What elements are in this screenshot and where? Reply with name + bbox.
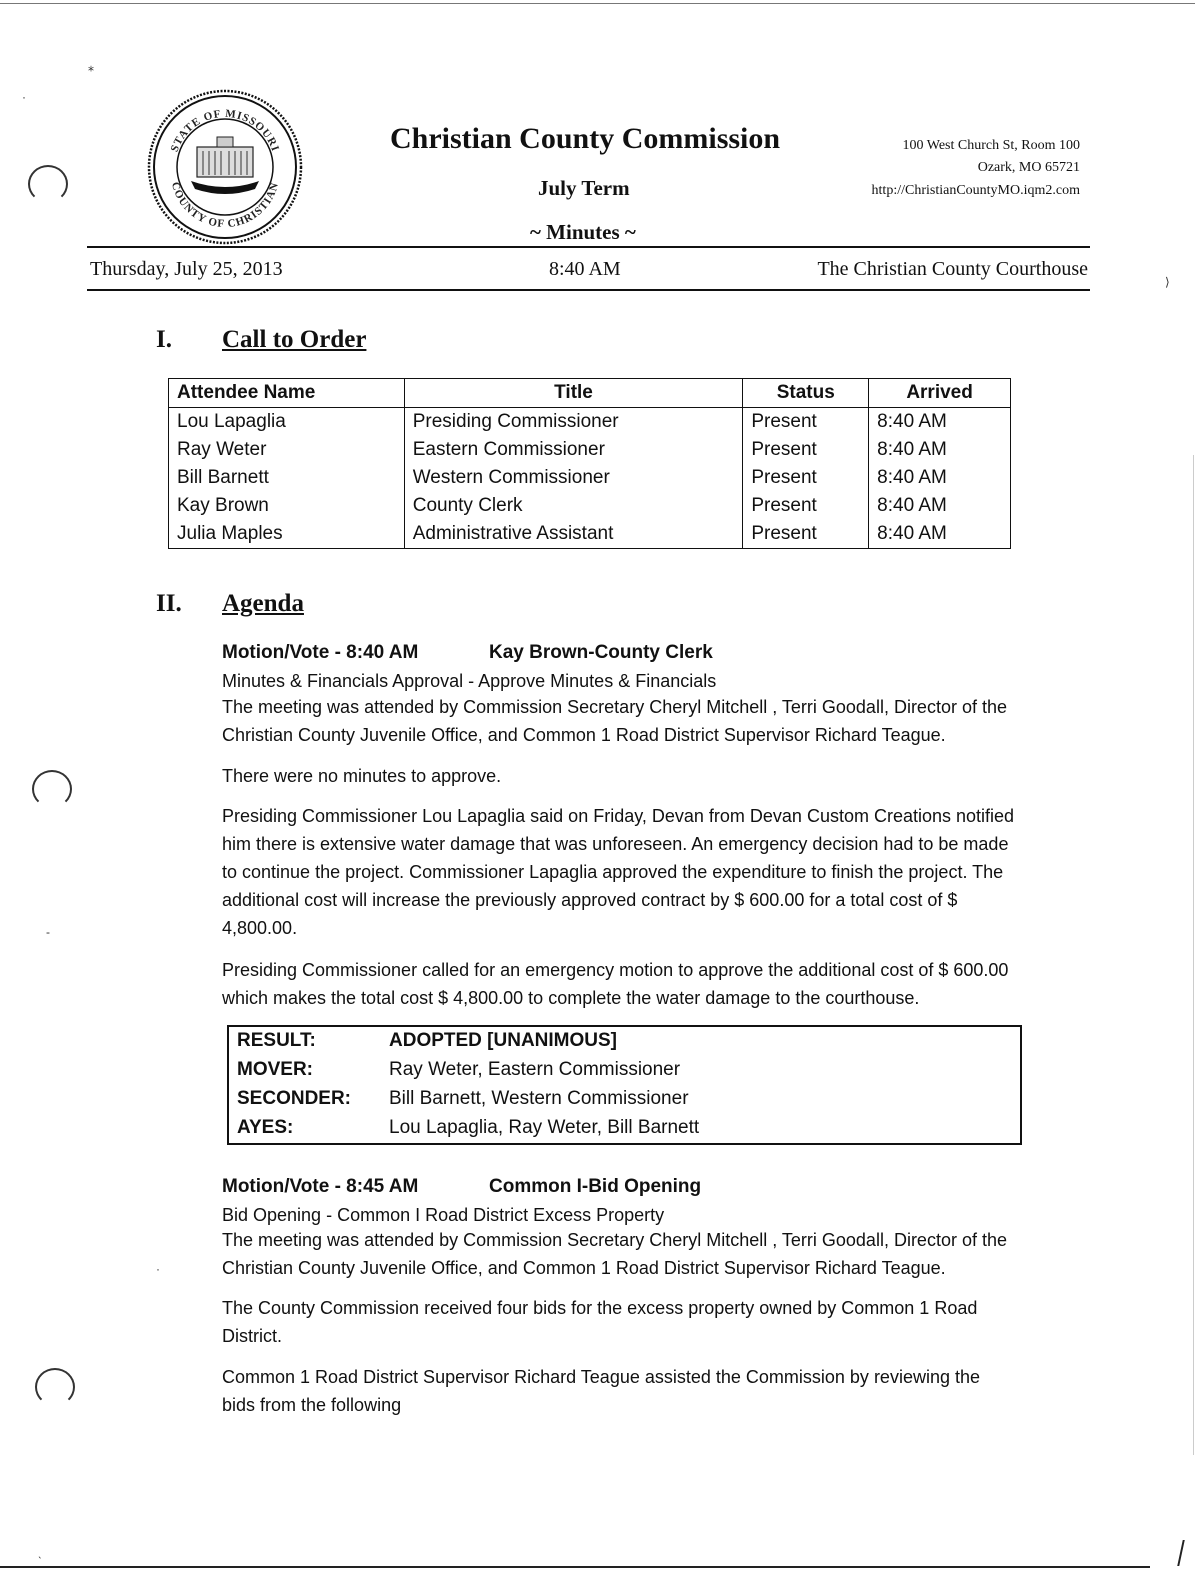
ayes-value: Lou Lapaglia, Ray Weter, Bill Barnett <box>389 1117 700 1138</box>
meeting-location: The Christian County Courthouse <box>817 258 1088 280</box>
scan-speck: · <box>22 90 26 104</box>
section-title-agenda: Agenda <box>222 590 304 617</box>
ayes-row <box>237 1117 699 1139</box>
attendee-status: Present <box>743 464 869 492</box>
motion-presenter: Common I-Bid Opening <box>489 1176 702 1197</box>
result-row <box>237 1030 617 1052</box>
svg-text:COUNTY OF CHRISTIAN: COUNTY OF CHRISTIAN <box>168 180 282 231</box>
mover-row <box>237 1059 680 1081</box>
website-link[interactable]: http://ChristianCountyMO.iqm2.com <box>871 183 1080 198</box>
table-row <box>169 436 1011 464</box>
table-row <box>169 492 1011 520</box>
column-header: Attendee Name <box>169 379 405 408</box>
agenda-item-paragraph: There were no minutes to approve. <box>222 766 502 786</box>
attendee-name: Bill Barnett <box>169 464 405 492</box>
address-line1: 100 West Church St, Room 100 <box>902 138 1080 153</box>
agenda-item-paragraph: The meeting was attended by Commission Secretary Cheryl Mitchell , Terri Goodall, Director of the Christian County Juvenile Office, and Common 1 Road District Supervisor Richard Teague. <box>222 697 1007 745</box>
attendee-title: Presiding Commissioner <box>404 408 743 437</box>
punch-hole-top <box>28 165 68 203</box>
attendee-status: Present <box>743 492 869 520</box>
agenda-item-motion <box>222 642 713 664</box>
agenda-item-paragraph: The County Commission received four bids for the excess property owned by Common 1 Road District. <box>222 1298 978 1346</box>
table-row <box>169 520 1011 549</box>
attendee-table <box>168 378 1011 549</box>
agenda-item-subtitle: Minutes & Financials Approval - Approve Minutes & Financials <box>222 671 717 691</box>
mover-label: MOVER: <box>237 1059 313 1080</box>
attendee-name: Ray Weter <box>169 436 405 464</box>
scan-speck: ⟩ <box>1165 275 1170 289</box>
result-value: ADOPTED [UNANIMOUS] <box>389 1030 617 1051</box>
motion-time: Motion/Vote - 8:40 AM <box>222 642 419 663</box>
attendee-arrived: 8:40 AM <box>869 520 1011 549</box>
table-row <box>169 408 1011 437</box>
ayes-label: AYES: <box>237 1117 294 1138</box>
address-line2: Ozark, MO 65721 <box>977 160 1080 175</box>
agenda-item-paragraph: Common 1 Road District Supervisor Richard Teague assisted the Commission by reviewing the bids from the following <box>222 1367 980 1415</box>
motion-time: Motion/Vote - 8:45 AM <box>222 1176 419 1197</box>
attendee-status: Present <box>743 436 869 464</box>
svg-text:STATE OF MISSOURI: STATE OF MISSOURI <box>168 107 282 154</box>
agenda-item-paragraph: Presiding Commissioner called for an emergency motion to approve the additional cost of $ 600.00 which makes the total cost $ 4,800.00 to complete the water damage to the courthouse. <box>222 960 1009 1008</box>
section-number: II. <box>156 590 182 617</box>
agenda-item-paragraph: The meeting was attended by Commission Secretary Cheryl Mitchell , Terri Goodall, Director of the Christian County Juvenile Office, and Common 1 Road District Supervisor Richard Teague. <box>222 1230 1007 1278</box>
page-bottom-edge <box>0 1566 1150 1568</box>
column-header: Status <box>743 379 869 408</box>
agenda-item-motion <box>222 1176 702 1198</box>
attendee-title: Administrative Assistant <box>404 520 743 549</box>
scan-speck: · <box>156 1262 160 1276</box>
section-number: I. <box>156 326 172 353</box>
seconder-row <box>237 1088 689 1110</box>
minutes-label: ~ Minutes ~ <box>530 220 636 244</box>
result-label: RESULT: <box>237 1030 316 1051</box>
attendee-title: Western Commissioner <box>404 464 743 492</box>
page-right-edge <box>1193 455 1194 1455</box>
attendee-name: Kay Brown <box>169 492 405 520</box>
meeting-date: Thursday, July 25, 2013 <box>90 258 283 280</box>
scan-speck: ˎ <box>38 1545 42 1559</box>
column-header: Arrived <box>869 379 1011 408</box>
attendee-arrived: 8:40 AM <box>869 464 1011 492</box>
mover-value: Ray Weter, Eastern Commissioner <box>389 1059 681 1080</box>
commission-title: Christian County Commission <box>390 122 781 155</box>
column-header: Title <box>404 379 743 408</box>
header-rule-top <box>87 246 1090 248</box>
punch-hole-middle <box>32 770 72 808</box>
county-seal-icon <box>147 89 303 245</box>
scan-speck: ⁎ <box>88 60 94 74</box>
table-row <box>169 464 1011 492</box>
attendee-name: Julia Maples <box>169 520 405 549</box>
seconder-label: SECONDER: <box>237 1088 352 1109</box>
attendee-title: Eastern Commissioner <box>404 436 743 464</box>
punch-hole-bottom <box>35 1368 75 1406</box>
meeting-time: 8:40 AM <box>549 258 621 280</box>
attendee-status: Present <box>743 408 869 437</box>
attendee-table-header <box>169 379 1011 408</box>
attendee-name: Lou Lapaglia <box>169 408 405 437</box>
agenda-item-paragraph: Presiding Commissioner Lou Lapaglia said on Friday, Devan from Devan Custom Creations notified him there is extensive water damage that was unforeseen. An emergency decision had to be made to continue the project. Commissioner Lapaglia approved the expenditure to finish the project. The additional cost will increase the previously approved contract by $ 600.00 for a total cost of $ 4,800.00. <box>222 806 1015 938</box>
scan-speck: - <box>46 925 50 939</box>
seconder-value: Bill Barnett, Western Commissioner <box>389 1088 689 1109</box>
motion-presenter: Kay Brown-County Clerk <box>489 642 713 663</box>
page-top-edge <box>0 3 1195 4</box>
attendee-arrived: 8:40 AM <box>869 408 1011 437</box>
attendee-status: Present <box>743 520 869 549</box>
section-title-call-to-order: Call to Order <box>222 326 367 353</box>
page-corner-mark <box>1147 1540 1185 1566</box>
attendee-title: County Clerk <box>404 492 743 520</box>
vote-result-box <box>227 1025 1022 1145</box>
agenda-item-subtitle: Bid Opening - Common I Road District Excess Property <box>222 1205 665 1225</box>
term-label: July Term <box>538 176 630 200</box>
attendee-arrived: 8:40 AM <box>869 492 1011 520</box>
attendee-arrived: 8:40 AM <box>869 436 1011 464</box>
header-rule-bottom <box>87 289 1090 291</box>
